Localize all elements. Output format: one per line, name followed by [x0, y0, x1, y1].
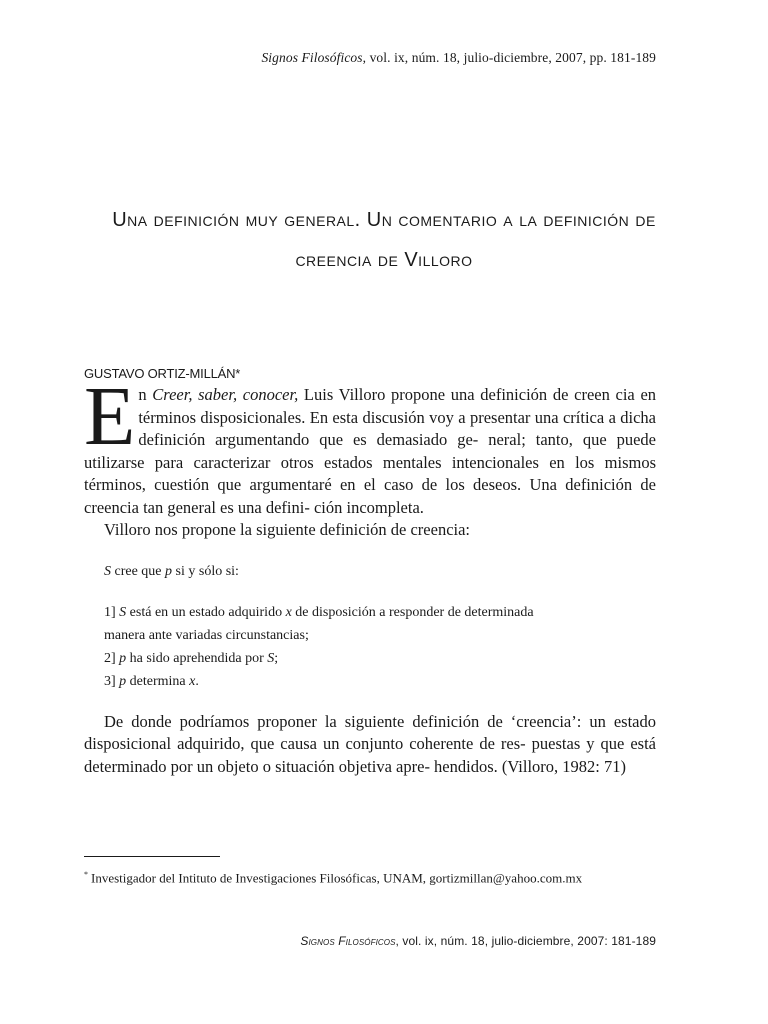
drop-cap: E — [84, 370, 136, 463]
article-title — [84, 200, 684, 280]
running-footer — [84, 934, 656, 948]
author-name: GUSTAVO ORTIZ-MILLÁN* — [84, 366, 241, 381]
definition-intro: S cree que p si y sólo si: — [104, 563, 239, 579]
title-line-1: Una definición muy general. Un comentario a la definición de — [112, 209, 656, 231]
book-title: Creer, saber, conocer, — [152, 385, 299, 404]
footer-journal: Signos Filosóficos — [300, 934, 396, 948]
footnote-divider — [84, 856, 220, 857]
title-line-2: creencia de Villoro — [295, 249, 473, 271]
running-header — [84, 50, 656, 66]
definition-clause-1-cont: manera ante variadas circunstancias; — [104, 627, 309, 643]
paragraph-2: Villoro nos propone la siguiente definición de creencia: — [104, 520, 471, 539]
definition-clause-2: 2] p ha sido aprehendida por S; — [104, 650, 279, 666]
definition-clause-1: 1] S está en un estado adquirido x de disposición a responder de determinada — [104, 604, 534, 620]
footnote — [84, 870, 656, 886]
header-journal: Signos Filosóficos — [261, 50, 363, 65]
footnote-marker: * — [84, 870, 88, 879]
header-citation: , vol. ix, núm. 18, julio-diciembre, 2007, pp. 181-189 — [362, 50, 656, 65]
definition-clause-3: 3] p determina x. — [104, 673, 199, 689]
intro-text: Luis Villoro propone una definición de creen cia en términos disposicionales. En esta discusión voy a presentar una crítica a dicha definición argumentando que es demasiado ge- neral; tanto, que puede utilizarse para caracterizar otros estados mentales intencionales en los mismos términos, cuestión que argumentaré en el caso de los deseos. Una definición de creencia tan general es una defini- ción incompleta. — [84, 385, 657, 517]
footer-citation: , vol. ix, núm. 18, julio-diciembre, 2007: 181-189 — [395, 934, 656, 948]
intro-first-word: n — [138, 385, 153, 404]
paragraph-3: De donde podríamos proponer la siguiente definición de ‘creencia’: un estado disposicional adquirido, que causa un conjunto coherente de res- puestas y que está determinado por un objeto o situación objetiva apre- hendidos. (Villoro, 1982: 71) — [84, 711, 656, 776]
footnote-text: Investigador del Intituto de Investigaciones Filosóficas, UNAM, gortizmillan@yahoo.com.mx — [91, 870, 583, 886]
